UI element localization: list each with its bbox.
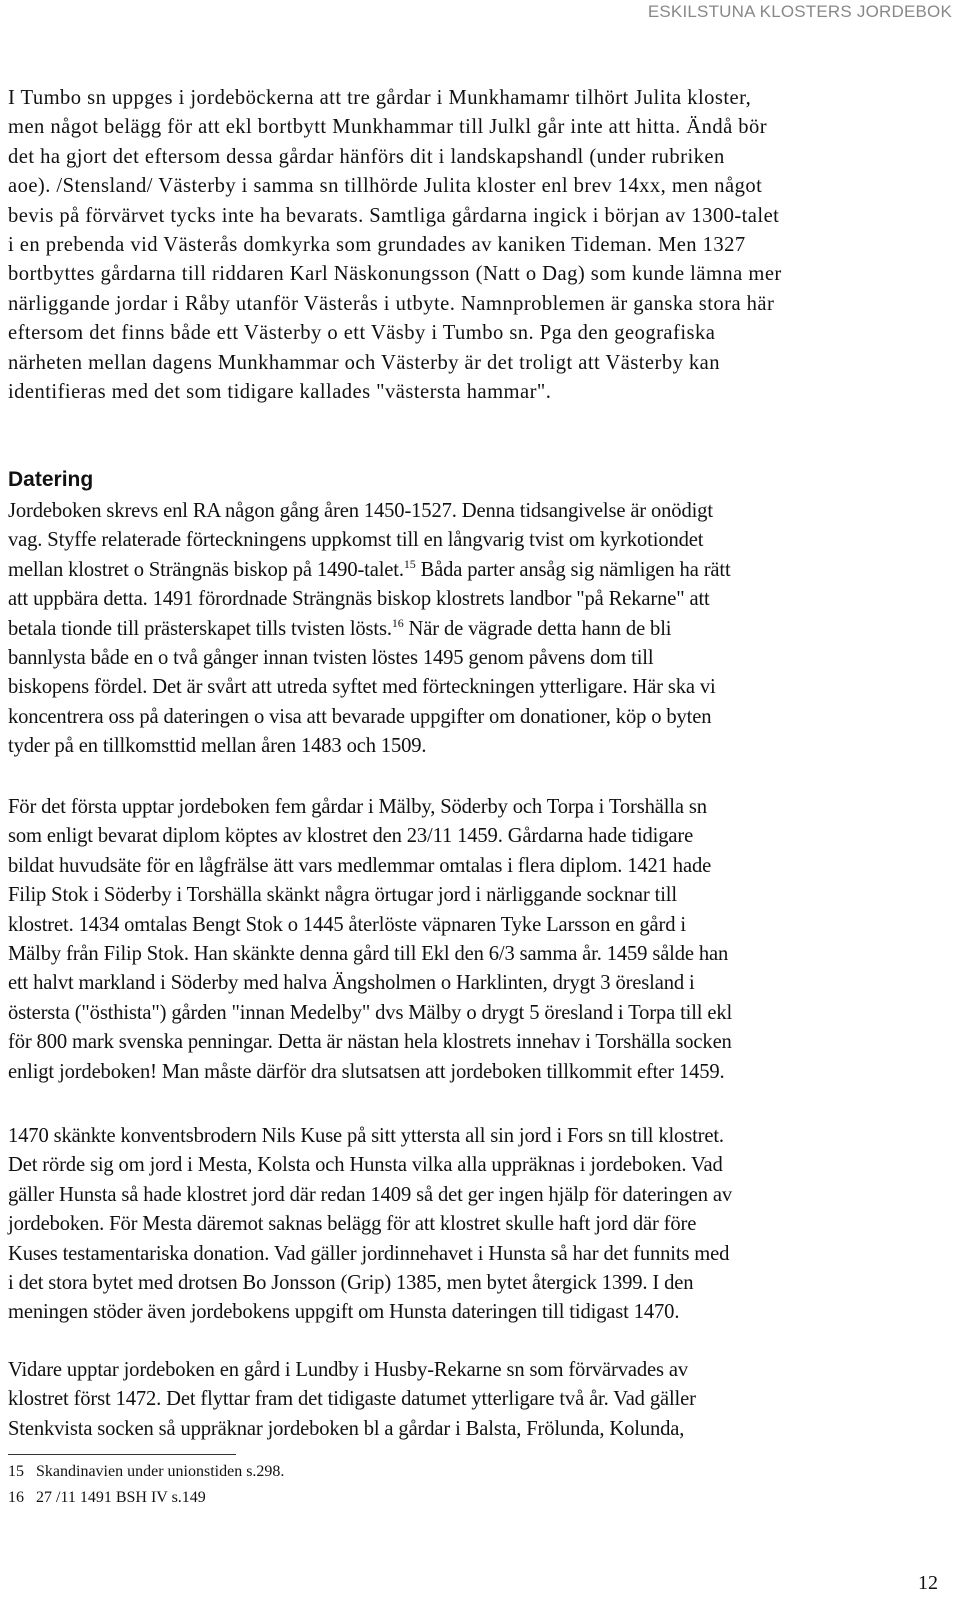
text-line: Stenkvista socken så uppräknar jordeboken bl a gårdar i Balsta, Frölunda, Kolunda, (8, 1417, 685, 1440)
text-line: aoe). /Stensland/ Västerby i samma sn tillhörde Julita kloster enl brev 14xx, men något (8, 175, 763, 198)
text-line: bannlysta både en o två gånger innan tvisten löstes 1495 genom påvens dom till (8, 647, 654, 670)
footnote-number: 15 (8, 1463, 24, 1480)
text-line: eftersom det finns både ett Västerby o ett Väsby i Tumbo sn. Pga den geografiska (8, 322, 716, 345)
text-line (8, 556, 948, 585)
text-fragment: När de vägrade detta hann de bli (403, 617, 672, 640)
text-line: för 800 mark svenska penningar. Detta är nästan hela klostrets innehav i Torshälla socken (8, 1031, 732, 1054)
text-line: enligt jordeboken! Man måste därför dra slutsatsen att jordeboken tillkommit efter 1459. (8, 1060, 725, 1083)
footnote-16 (8, 1488, 206, 1508)
text-line: vag. Styffe relaterade förteckningens uppkomst till en långvarig tvist om kyrkotiondet (8, 529, 704, 552)
footnote-separator (8, 1454, 236, 1455)
text-line: klostret. 1434 omtalas Bengt Stok o 1445 återlöste väpnaren Tyke Larsson en gård i (8, 913, 686, 936)
text-line: bildat huvudsäte för en lågfrälse ätt vars medlemmar omtalas i flera diplom. 1421 hade (8, 854, 712, 877)
text-fragment: mellan klostret o Strängnäs biskop på 1490-talet. (8, 558, 404, 581)
text-line: 1470 skänkte konventsbrodern Nils Kuse på sitt yttersta all sin jord i Fors sn till klostret. (8, 1125, 724, 1147)
section-heading-datering: Datering (8, 468, 94, 491)
text-line: närliggande jordar i Råby utanför Västerås i utbyte. Namnproblemen är ganska stora här (8, 292, 775, 315)
footnote-text: 27 /11 1491 BSH IV s.149 (36, 1489, 206, 1506)
text-line: men något belägg för att ekl bortbytt Munkhammar till Julkl går inte att hitta. Ändå bör (8, 116, 768, 139)
page-number: 12 (918, 1572, 938, 1594)
text-line: tyder på en tillkomsttid mellan åren 1483 och 1509. (8, 735, 427, 758)
text-line: jordeboken. För Mesta däremot saknas belägg för att klostret skulle haft jord där före (8, 1213, 697, 1236)
text-line: närheten mellan dagens Munkhammar och Västerby är det troligt att Västerby kan (8, 351, 721, 374)
text-line: ett halvt markland i Söderby med halva Ängsholmen o Harklinten, drygt 3 öresland i (8, 972, 695, 995)
text-fragment: betala tionde till prästerskapet tills tvisten lösts. (8, 617, 392, 640)
paragraph-torshalla (8, 793, 948, 1087)
text-line: Kuses testamentariska donation. Vad gäller jordinnehavet i Hunsta så har det funnits med (8, 1242, 730, 1265)
text-line: För det första upptar jordeboken fem gårdar i Mälby, Söderby och Torpa i Torshälla sn (8, 796, 707, 818)
footnote-number: 16 (8, 1489, 24, 1506)
text-line: som enligt bevarat diplom köptes av klostret den 23/11 1459. Gårdarna hade tidigare (8, 825, 694, 848)
footnote-15 (8, 1462, 284, 1482)
text-line: Filip Stok i Söderby i Torshälla skänkt några örtugar jord i närliggande socknar till (8, 884, 677, 907)
text-line: I Tumbo sn uppges i jordeböckerna att tre gårdar i Munkhamamr tilhört Julita kloster, (8, 87, 752, 109)
text-line: i det stora bytet med drotsen Bo Jonsson (Grip) 1385, men bytet återgick 1399. I den (8, 1272, 694, 1295)
paragraph-tumbo (8, 84, 948, 407)
text-line: bevis på förvärvet tycks inte ha bevarats. Samtliga gårdarna ingick i början av 1300-talet (8, 204, 780, 227)
text-line: gäller Hunsta så hade klostret jord där redan 1409 så det ger ingen hjälp för dateringen av (8, 1183, 733, 1206)
text-line: i en prebenda vid Västerås domkyrka som grundades av kaniken Tideman. Men 1327 (8, 234, 746, 257)
text-line: meningen stöder även jordebokens uppgift om Hunsta dateringen till tidigast 1470. (8, 1301, 680, 1324)
text-line: östersta ("östhista") gården "innan Medelby" dvs Mälby o drygt 5 öresland i Torpa till ekl (8, 1001, 733, 1024)
text-line: identifieras med det som tidigare kallades "västersta hammar". (8, 381, 552, 404)
text-line: att uppbära detta. 1491 förordnade Strängnäs biskop klostrets landbor "på Rekarne" att (8, 588, 710, 611)
text-line: det ha gjort det eftersom dessa gårdar hänförs dit i landskapshandl (under rubriken (8, 145, 725, 168)
text-line: bortbyttes gårdarna till riddaren Karl Näskonungsson (Natt o Dag) som kunde lämna mer (8, 263, 782, 286)
footnote-text: Skandinavien under unionstiden s.298. (36, 1463, 285, 1480)
text-line: klostret först 1472. Det flyttar fram det tidigaste datumet ytterligare två år. Vad gäller (8, 1388, 696, 1411)
text-line: Vidare upptar jordeboken en gård i Lundby i Husby-Rekarne sn som förvärvades av (8, 1359, 689, 1381)
paragraph-lundby (8, 1356, 948, 1444)
text-fragment: Båda parter ansåg sig nämligen ha rätt (415, 558, 731, 581)
footnote-ref-15[interactable]: 15 (403, 556, 416, 571)
paragraph-kuse (8, 1122, 948, 1328)
paragraph-datering (8, 497, 948, 762)
text-line: Det rörde sig om jord i Mesta, Kolsta och Hunsta vilka alla uppräknas i jordeboken. Vad (8, 1154, 723, 1177)
running-header: ESKILSTUNA KLOSTERS JORDEBOK (647, 2, 952, 21)
text-line (8, 615, 948, 644)
text-line: biskopens fördel. Det är svårt att utreda syftet med förteckningen ytterligare. Här ska vi (8, 676, 716, 699)
text-line: koncentrera oss på dateringen o visa att bevarade uppgifter om donationer, köp o byten (8, 705, 712, 728)
text-line: Jordeboken skrevs enl RA någon gång åren 1450-1527. Denna tidsangivelse är onödigt (8, 500, 713, 522)
footnote-ref-16[interactable]: 16 (391, 615, 404, 630)
text-line: Mälby från Filip Stok. Han skänkte denna gård till Ekl den 6/3 samma år. 1459 sålde han (8, 943, 729, 966)
